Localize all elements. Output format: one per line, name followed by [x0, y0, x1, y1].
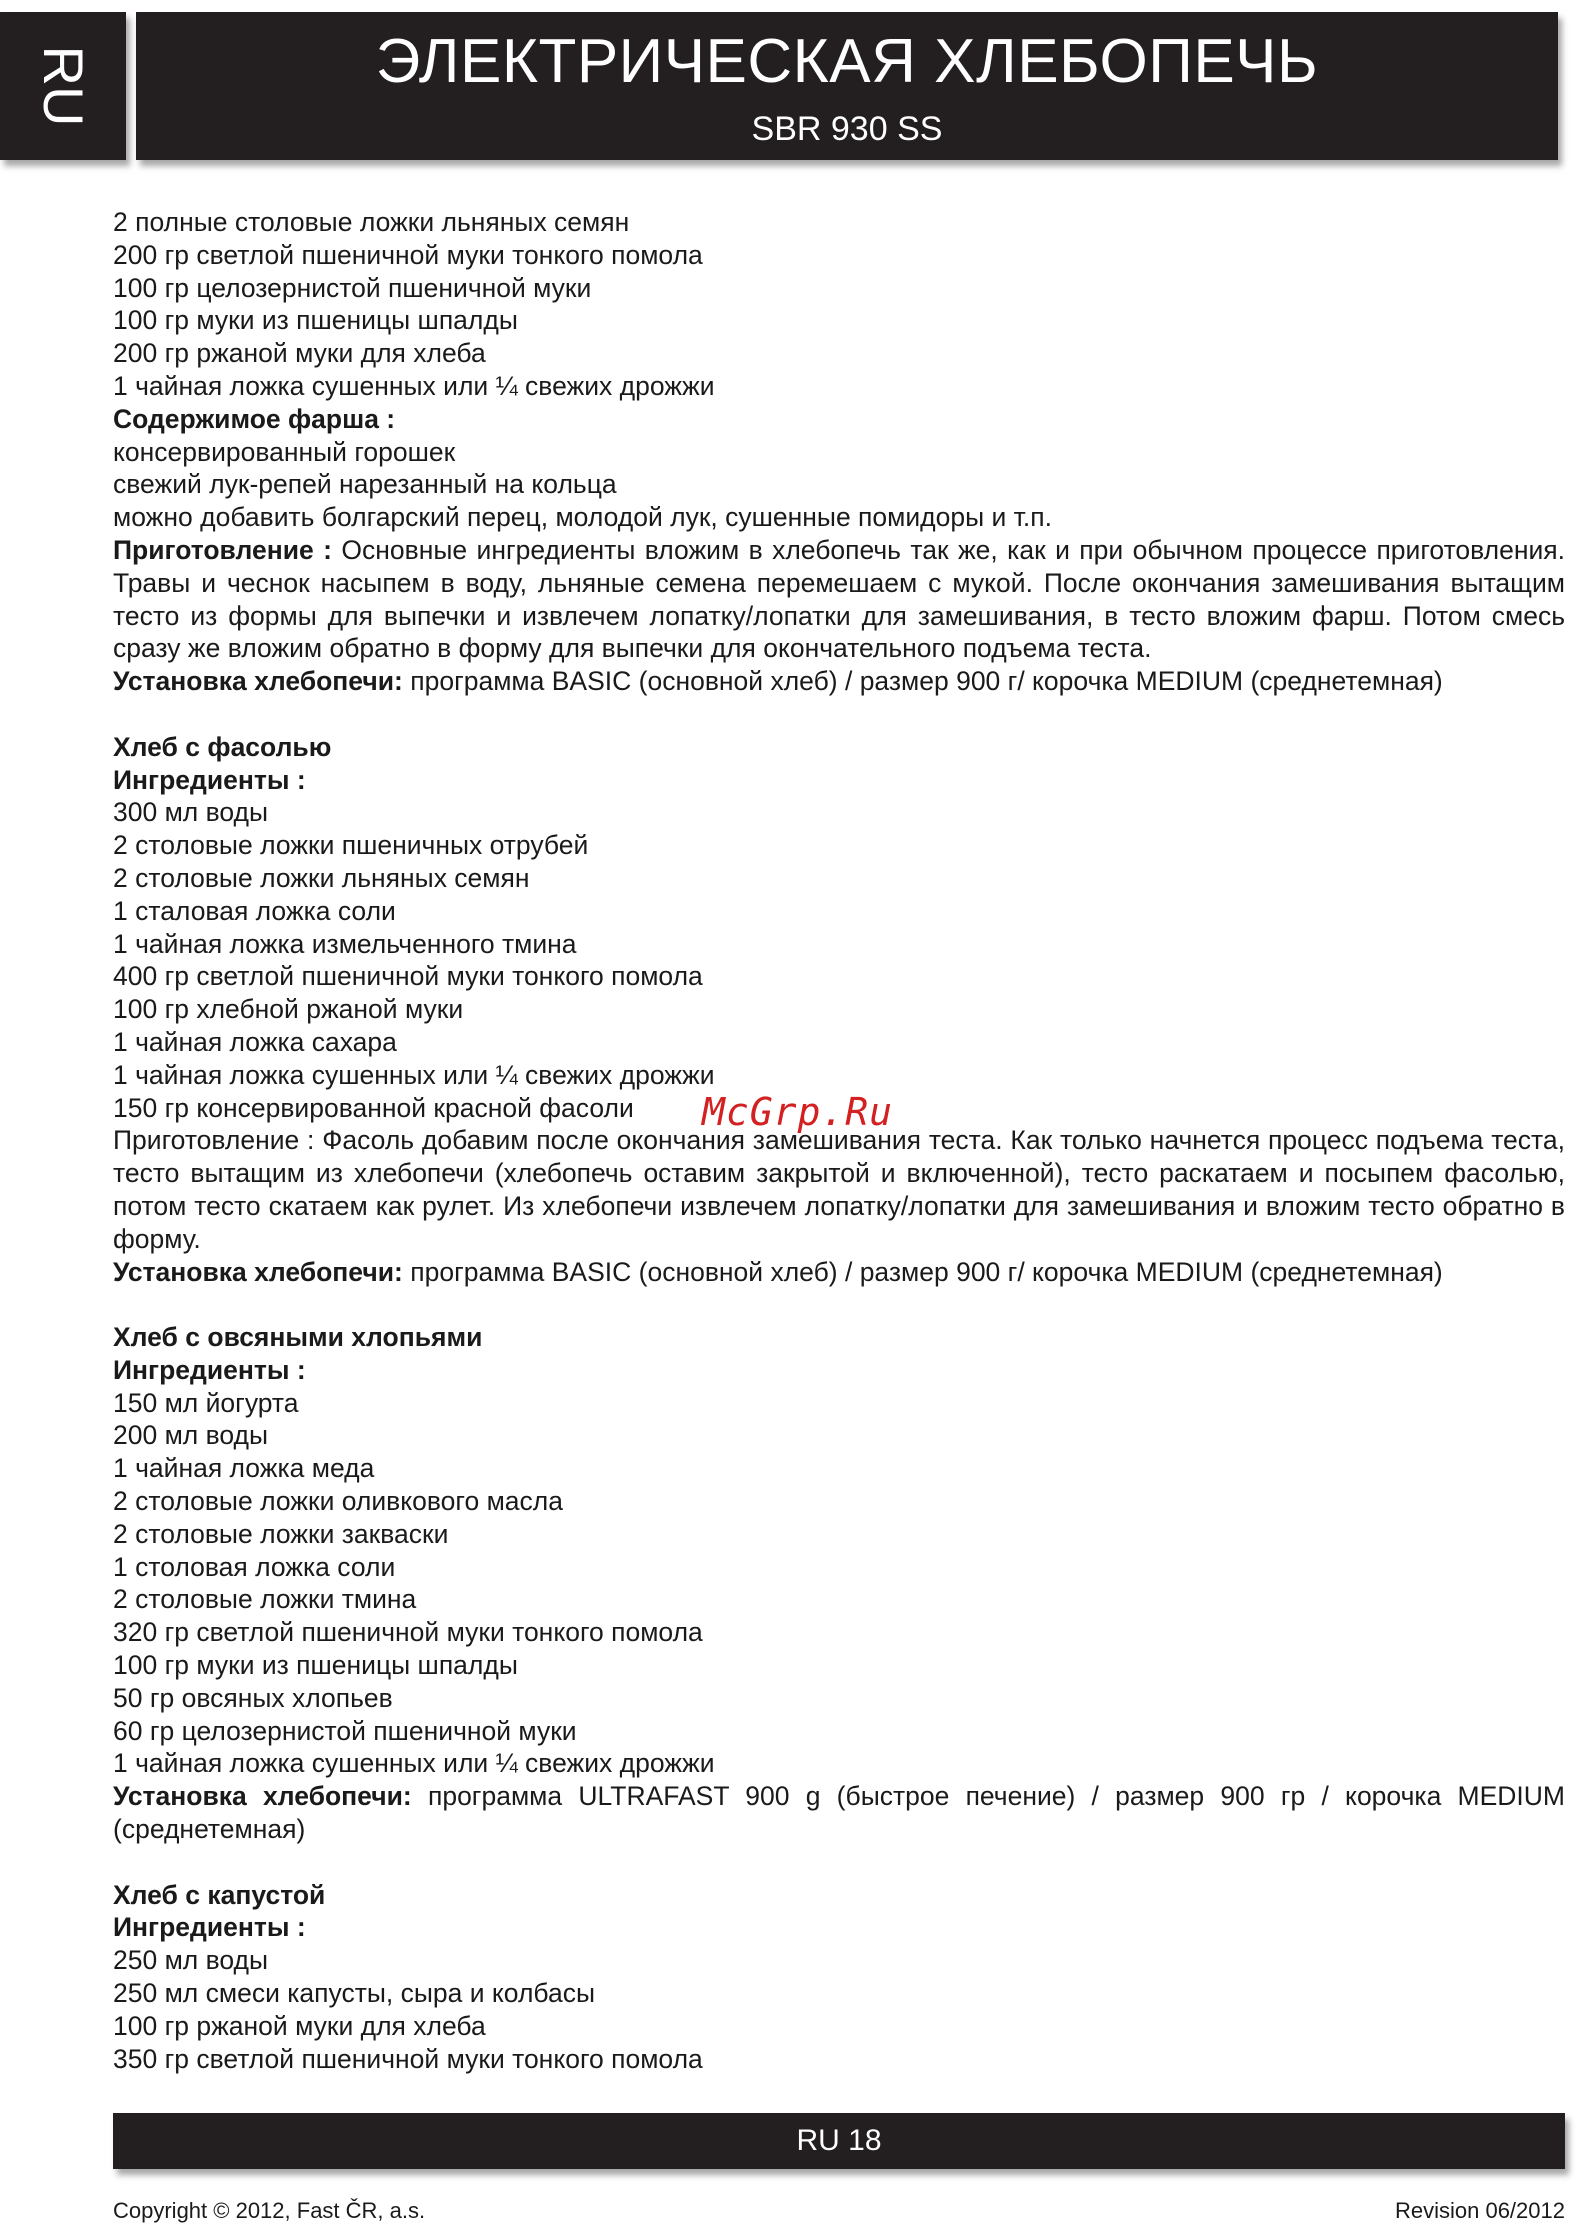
setting-text: программа BASIC (основной хлеб) / размер 900 г/ корочка MEDIUM (среднетемная): [410, 1256, 1443, 1287]
preparation-paragraph: Приготовление : Фасоль добавим после окончания замешивания теста. Как только начнется процесс подъема теста, тесто вытащим из хлебопечи (хлебопечь оставим закрытой и включенной), тесто раскатаем и посыпем фасолью, потом тесто скатаем как рулет. Из хлебопечи извлечем лопатку/лопатки для замешивания и вложим тесто обратно в форму.: [113, 1125, 1565, 1254]
ingredient-line: 150 гр консервированной красной фасоли: [113, 1092, 634, 1123]
ingredient-line: 1 чайная ложка сушенных или ¼ свежих дрожжи: [113, 1059, 715, 1090]
ingredient-line: 400 гр светлой пшеничной муки тонкого помола: [113, 961, 703, 992]
setting-line: [113, 665, 1565, 698]
ingredient-line: 100 гр целозернистой пшеничной муки: [113, 272, 592, 303]
ingredient-line: 1 чайная ложка меда: [113, 1453, 375, 1484]
ingredient-line: 1 чайная ложка измельченного тмина: [113, 928, 577, 959]
preparation-text: Основные ингредиенты вложим в хлебопечь так же, как и при обычном процессе приготовления. Травы и чеснок насыпем в воду, льняные семена перемешаем с мукой. После окончания замешивания вытащим тесто из формы для выпечки и извлечем лопатку/лопатки для замешивания, в тесто вложим фарш. Потом смесь сразу же вложим обратно в форму для выпечки для окончательного подъема теста.: [113, 534, 1565, 664]
recipe-title: Хлеб с овсяными хлопьями: [113, 1322, 483, 1353]
ingredient-line: 2 полные столовые ложки льняных семян: [113, 207, 630, 237]
copyright: Copyright © 2012, Fast ČR, a.s.: [113, 2198, 426, 2223]
ingredient-line: 300 мл воды: [113, 797, 269, 828]
ingredient-line: 1 сталовая ложка соли: [113, 895, 396, 926]
language-label: RU: [32, 45, 95, 127]
ingredient-line: 2 столовые ложки тмина: [113, 1584, 417, 1615]
recipe-title: Хлеб с фасолью: [113, 731, 332, 762]
filling-line: можно добавить болгарский перец, молодой лук, сушенные помидоры и т.п.: [113, 502, 1052, 533]
ingredient-line: 1 чайная ложка сахара: [113, 1026, 397, 1057]
language-tab: [0, 12, 126, 160]
setting-text: программа ULTRAFAST 900 g (быстрое печение) / размер 900 гр / корочка MEDIUM (среднетемная): [113, 1781, 1565, 1845]
ingredient-line: 250 мл смеси капусты, сыра и колбасы: [113, 1978, 596, 2009]
ingredient-line: 200 гр светлой пшеничной муки тонкого помола: [113, 239, 703, 270]
ingredient-line: 150 мл йогурта: [113, 1387, 299, 1418]
ingredient-line: 350 гр светлой пшеничной муки тонкого помола: [113, 2043, 703, 2074]
setting-text: программа BASIC (основной хлеб) / размер 900 г/ корочка MEDIUM (среднетемная): [410, 666, 1443, 697]
filling-line: свежий лук-репей нарезанный на кольца: [113, 469, 617, 500]
model-name: SBR 930 SS: [751, 110, 943, 148]
setting-label: Установка хлебопечи:: [113, 1781, 412, 1812]
page-number: RU 18: [796, 2124, 882, 2157]
ingredient-line: 250 мл воды: [113, 1945, 269, 1976]
ingredient-line: 2 столовые ложки оливкового масла: [113, 1486, 563, 1517]
setting-label: Установка хлебопечи:: [113, 666, 403, 697]
setting-label: Установка хлебопечи:: [113, 1256, 403, 1287]
page-title: ЭЛЕКТРИЧЕСКАЯ ХЛЕБОПЕЧЬ: [375, 27, 1319, 96]
ingredient-line: 50 гр овсяных хлопьев: [113, 1682, 393, 1713]
footer-bar: [113, 2113, 1565, 2169]
ingredient-line: 100 гр хлебной ржаной муки: [113, 994, 464, 1025]
filling-line: консервированный горошек: [113, 436, 456, 467]
ingredient-line: 100 гр муки из пшеницы шпалды: [113, 305, 518, 336]
ingredient-line: 320 гр светлой пшеничной муки тонкого помола: [113, 1617, 703, 1648]
ingredients-label: Ингредиенты :: [113, 764, 306, 795]
watermark: McGrp.Ru: [702, 1090, 894, 1134]
recipe-title: Хлеб с капустой: [113, 1879, 326, 1910]
ingredients-label: Ингредиенты :: [113, 1912, 306, 1943]
preparation-label: Приготовление :: [113, 534, 332, 565]
ingredient-line: 1 чайная ложка сушенных или ¼ свежих дрожжи: [113, 1748, 715, 1779]
ingredient-line: 200 мл воды: [113, 1420, 269, 1451]
header-bar: [136, 12, 1558, 160]
ingredient-line: 2 столовые ложки пшеничных отрубей: [113, 830, 589, 861]
preparation-paragraph: [113, 534, 1565, 665]
ingredient-line: 100 гр муки из пшеницы шпалды: [113, 1650, 518, 1681]
filling-label: Содержимое фарша :: [113, 403, 396, 434]
ingredient-line: 100 гр ржаной муки для хлеба: [113, 2010, 486, 2041]
ingredient-line: 200 гр ржаной муки для хлеба: [113, 338, 486, 369]
ingredients-label: Ингредиенты :: [113, 1354, 306, 1385]
ingredient-line: 60 гр целозернистой пшеничной муки: [113, 1715, 577, 1746]
setting-line: [113, 1256, 1565, 1289]
revision: Revision 06/2012: [1394, 2198, 1565, 2223]
ingredient-line: 1 столовая ложка соли: [113, 1551, 396, 1582]
document-body: [113, 206, 1565, 2075]
ingredient-line: 2 столовые ложки льняных семян: [113, 862, 530, 893]
ingredient-line: 1 чайная ложка сушенных или ¼ свежих дрожжи: [113, 370, 715, 401]
setting-paragraph: [113, 1780, 1565, 1846]
ingredient-line: 2 столовые ложки закваски: [113, 1518, 449, 1549]
